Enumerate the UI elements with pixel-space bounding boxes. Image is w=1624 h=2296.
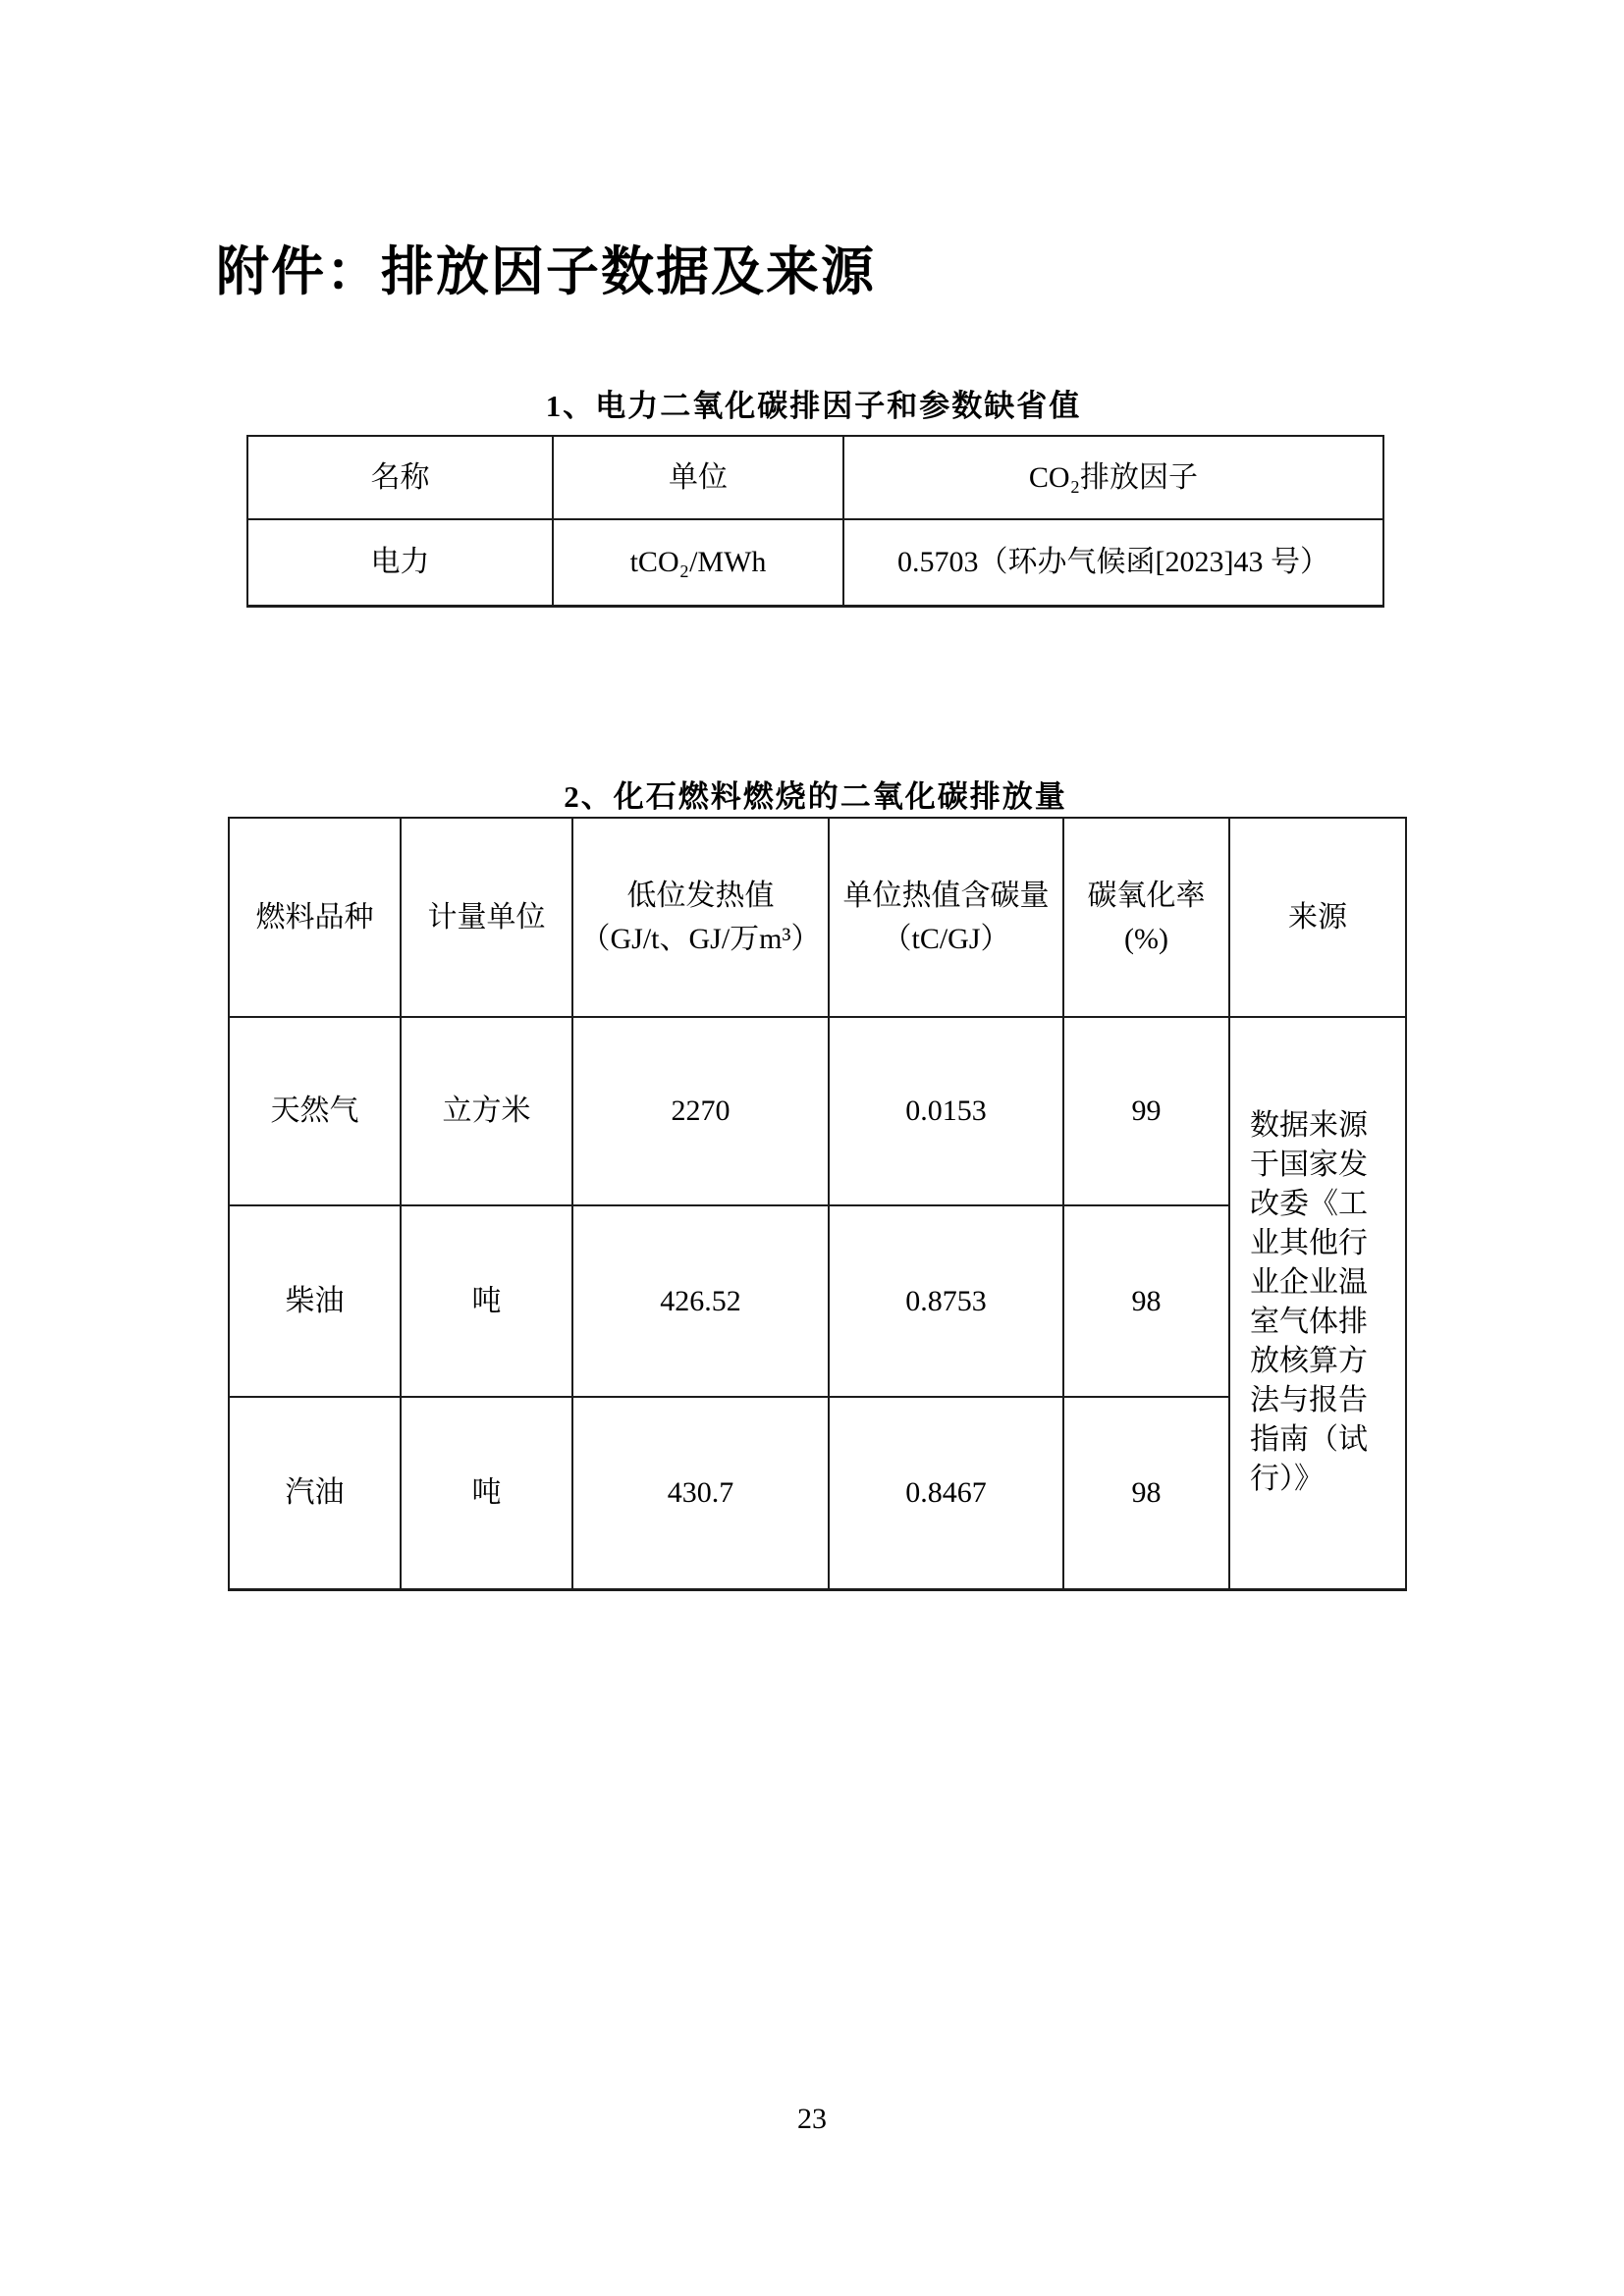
table2-cell-heating-value: 430.7 [572,1397,829,1589]
table2-cell-unit: 立方米 [401,1017,572,1205]
table2-cell-fuel: 柴油 [229,1205,401,1397]
table2-header-unit: 计量单位 [401,818,572,1017]
table2-cell-unit: 吨 [401,1205,572,1397]
table2-header-source: 来源 [1229,818,1406,1017]
table2-cell-oxidation-rate: 99 [1063,1017,1229,1205]
table2-source-cell: 数据来源于国家发改委《工业其他行业企业温室气体排放核算方法与报告指南（试行）》 [1229,1017,1406,1589]
table2-header-fuel-type: 燃料品种 [229,818,401,1017]
table2-cell-carbon-content: 0.8753 [829,1205,1063,1397]
table2-cell-fuel: 天然气 [229,1017,401,1205]
table1-caption: 1、电力二氧化碳排因子和参数缺省值 [545,389,1082,423]
table1-cell-name: 电力 [247,519,553,606]
table2-cell-unit: 吨 [401,1397,572,1589]
table1-data-row [247,519,1383,606]
table2-header-row [229,818,1406,1017]
table1-header-unit: 单位 [553,436,843,519]
table2-cell-heating-value: 2270 [572,1017,829,1205]
fossil-fuel-emission-table [228,817,1407,1591]
table2-header-oxidation-rate: 碳氧化率(%) [1063,818,1229,1017]
table2-cell-carbon-content: 0.8467 [829,1397,1063,1589]
table2-cell-heating-value: 426.52 [572,1205,829,1397]
table1-header-name: 名称 [247,436,553,519]
table1-cell-unit: tCO₂/MWh [553,519,843,606]
table2-cell-oxidation-rate: 98 [1063,1397,1229,1589]
table2-cell-carbon-content: 0.0153 [829,1017,1063,1205]
page-number: 23 [797,2103,827,2135]
table1-header-co2-factor: CO₂排放因子 [843,436,1383,519]
page-title: 附件：排放因子数据及来源 [216,240,876,303]
table2-header-carbon-content: 单位热值含碳量（tC/GJ） [829,818,1063,1017]
electricity-emission-factor-table [246,435,1384,608]
table2-header-heating-value: 低位发热值（GJ/t、GJ/万m³） [572,818,829,1017]
table2-cell-fuel: 汽油 [229,1397,401,1589]
table2-caption: 2、化石燃料燃烧的二氧化碳排放量 [564,779,1067,814]
table2-cell-oxidation-rate: 98 [1063,1205,1229,1397]
table1-header-row [247,436,1383,519]
table1-cell-factor: 0.5703（环办气候函[2023]43 号） [843,519,1383,606]
table2-row-natural-gas [229,1017,1406,1205]
